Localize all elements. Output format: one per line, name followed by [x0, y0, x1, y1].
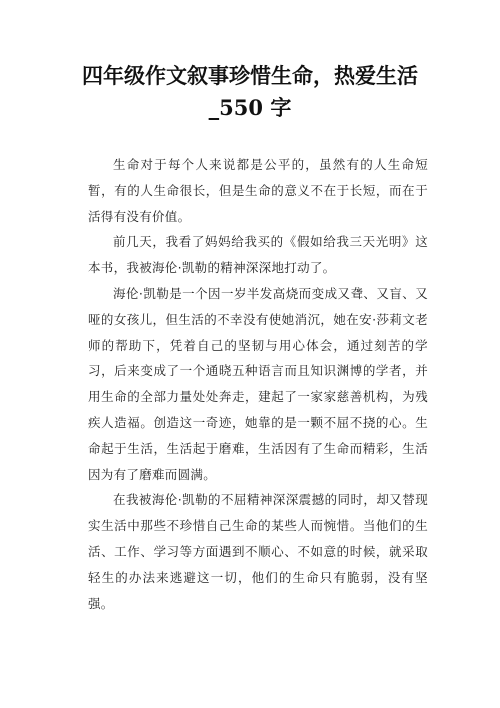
title-line-2: _550 字	[208, 95, 292, 120]
document-body	[88, 152, 428, 616]
title-line-1: 四年级作文叙事珍惜生命，热爱生活	[82, 63, 418, 88]
paragraph-3: 海伦·凯勒是一个因一岁半发高烧而变成又聋、又盲、又哑的女孩儿，但生活的不幸没有使她消沉，她在安·莎莉文老师的帮助下，凭着自己的坚韧与用心体会，通过刻苦的学习，后来变成了一个通晓五种语言而且知识渊博的学者，并用生命的全部力量处处奔走，建起了一家家慈善机构，为残疾人造福。创造这一奇迹，她靠的是一颗不屈不挠的心。生命起于生活，生活起于磨难，生活因有了生命而精彩，生活因为有了磨难而圆满。	[88, 285, 428, 482]
paragraph-2: 前几天，我看了妈妈给我买的《假如给我三天光明》这本书，我被海伦·凯勒的精神深深地打动了。	[88, 234, 428, 276]
paragraph-4: 在我被海伦·凯勒的不屈精神深深震撼的同时，却又替现实生活中那些不珍惜自己生命的某些人而惋惜。当他们的生活、工作、学习等方面遇到不顺心、不如意的时候，就采取轻生的办法来逃避这一切，他们的生命只有脆弱，没有坚强。	[88, 492, 428, 611]
document-title	[60, 60, 440, 124]
paragraph-1: 生命对于每个人来说都是公平的，虽然有的人生命短暂，有的人生命很长，但是生命的意义不在于长短，而在于活得有没有价值。	[88, 157, 428, 224]
